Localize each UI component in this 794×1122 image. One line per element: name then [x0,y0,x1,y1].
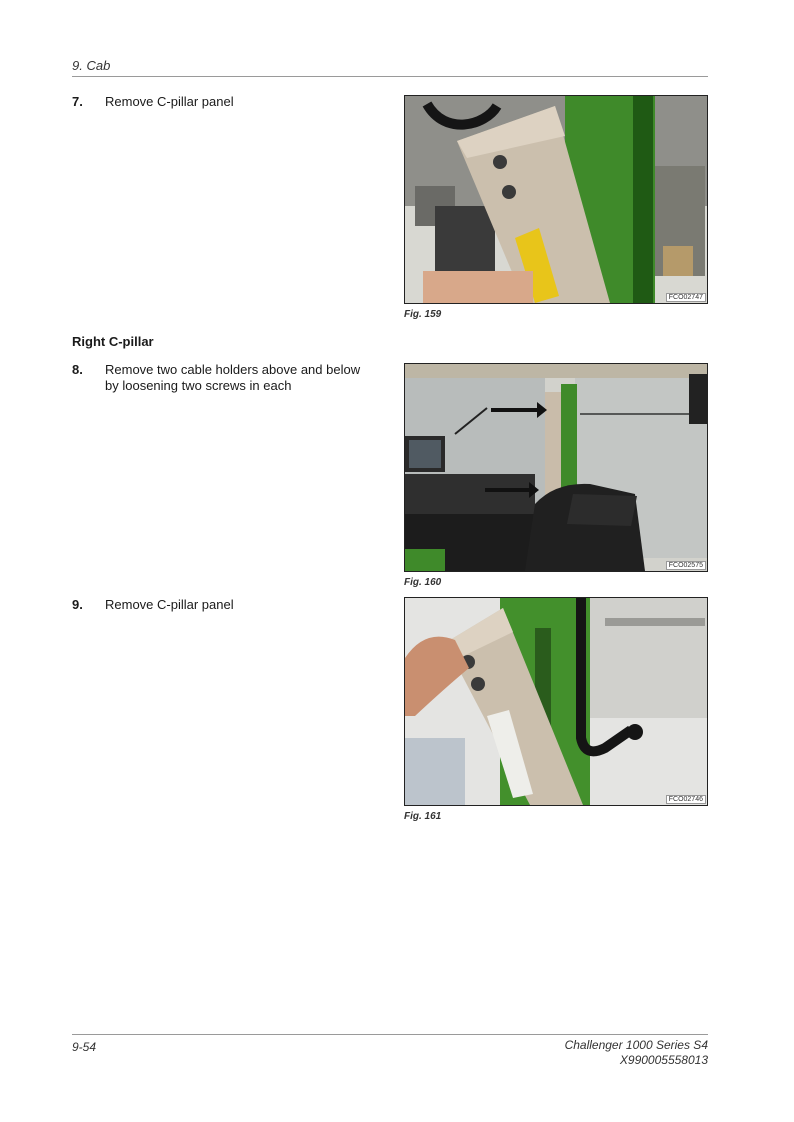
doc-number: X990005558013 [619,1053,708,1067]
subheading: Right C-pillar [72,334,154,349]
photo-c-pillar-right [405,598,707,805]
figure-caption: Fig. 161 [404,811,442,822]
step-number: 8. [72,362,83,377]
photo-cab-interior-arrows [405,364,707,571]
step-text: Remove C-pillar panel [105,94,234,109]
figure-caption: Fig. 159 [404,309,442,320]
figure-code: FCO02746 [666,795,706,804]
figure-161 [404,597,708,806]
step-number: 7. [72,94,83,109]
footer-rule [72,1034,708,1035]
step-number: 9. [72,597,83,612]
photo-c-pillar-left [405,96,707,303]
footer-product [565,1038,708,1068]
header-rule [72,76,708,77]
figure-code: FCO02575 [666,561,706,570]
figure-159 [404,95,708,304]
section-header: 9. Cab [72,58,111,73]
figure-160 [404,363,708,572]
step-text: Remove two cable holders above and below by loosening two screws in each [105,362,361,393]
step-text: Remove C-pillar panel [105,597,234,612]
product-name: Challenger 1000 Series S4 [564,1038,708,1052]
page-number: 9-54 [72,1040,97,1054]
figure-code: FCO02747 [666,293,706,302]
figure-caption: Fig. 160 [404,577,442,588]
